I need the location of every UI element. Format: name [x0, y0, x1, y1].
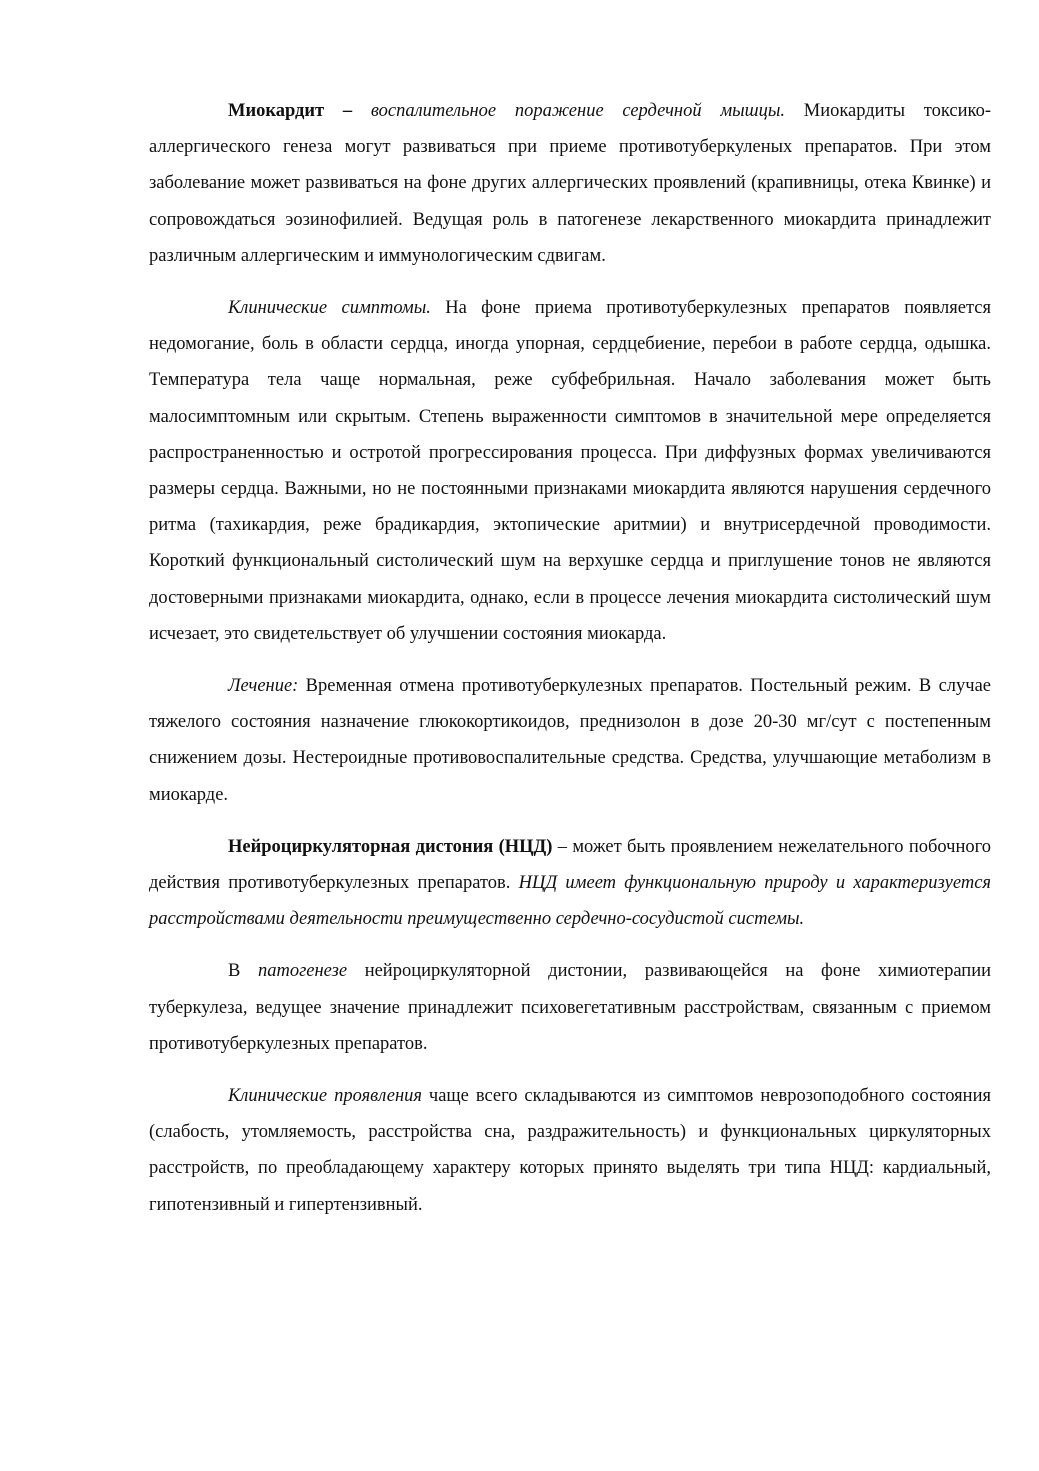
body-text: – может быть проявлением нежелательного побочного действия противотуберкулезных препаратов.	[149, 836, 992, 894]
italic-text: Клинические симптомы.	[228, 298, 431, 319]
italic-text: НЦД имеет функциональную природу и характеризуется расстройствами деятельности преимущественно сердечно-сосудистой системы.	[149, 873, 991, 930]
italic-text: Клинические проявления	[228, 1086, 422, 1107]
body-text: чаще всего складываются из симптомов неврозоподобного состояния (слабость, утомляемость, расстройства сна, раздражительность) и функциональных циркуляторных расстройств, по преобладающему характеру которых принято выделять три типа НЦД: кардиальный, гипотензивный и гипертензивный.	[149, 1086, 991, 1215]
italic-text: патогенезе	[257, 961, 348, 982]
italic-text: Лечение:	[228, 676, 299, 697]
paragraph-myocarditis-definition	[149, 93, 991, 274]
paragraph-ncd-definition	[149, 829, 991, 938]
document-page	[149, 93, 991, 1239]
paragraph-ncd-clinical	[149, 1078, 991, 1223]
paragraph-myocarditis-symptoms	[149, 290, 991, 652]
paragraph-myocarditis-treatment	[149, 668, 991, 813]
italic-text: воспалительное поражение сердечной мышцы.	[370, 101, 786, 121]
bold-term: Нейроциркуляторная дистония (НЦД)	[228, 836, 553, 857]
body-text: Миокардиты токсико-аллергического генеза могут развиваться при приеме противотуберкуленых препаратов. При этом заболевание может развиваться на фоне других аллергических проявлений (крапивницы, отека Квинке) и сопровождаться эозинофилией. Ведущая роль в патогенезе лекарственного миокардита принадлежит различным аллергическим и иммунологическим сдвигам.	[149, 101, 991, 266]
body-text: Временная отмена противотуберкулезных препаратов. Постельный режим. В случае тяжелого состояния назначение глюкокортикоидов, преднизолон в дозе 20-30 мг/сут с постепенным снижением дозы. Нестероидные противовоспалительные средства. Средства, улучшающие метаболизм в миокарде.	[149, 676, 991, 805]
paragraph-ncd-pathogenesis	[149, 953, 991, 1062]
body-text: В	[228, 961, 258, 982]
bold-term: Миокардит –	[228, 101, 371, 121]
body-text: На фоне приема противотуберкулезных препаратов появляется недомогание, боль в области сердца, иногда упорная, сердцебиение, перебои в работе сердца, одышка. Температура тела чаще нормальная, реже субфебрильная. Начало заболевания может быть малосимптомным или скрытым. Степень выраженности симптомов в значительной мере определяется распространенностью и остротой прогрессирования процесса. При диффузных формах увеличиваются размеры сердца. Важными, но не постоянными признаками миокардита являются нарушения сердечного ритма (тахикардия, реже брадикардия, эктопические аритмии) и внутрисердечной проводимости. Короткий функциональный систолический шум на верхушке сердца и приглушение тонов не являются достоверными признаками миокардита, однако, если в процессе лечения миокардита систолический шум исчезает, это свидетельствует об улучшении состояния миокарда.	[149, 298, 991, 644]
body-text: нейроциркуляторной дистонии, развивающейся на фоне химиотерапии туберкулеза, ведущее значение принадлежит психовегетативным расстройствам, связанным с приемом противотуберкулезных препаратов.	[149, 961, 991, 1054]
